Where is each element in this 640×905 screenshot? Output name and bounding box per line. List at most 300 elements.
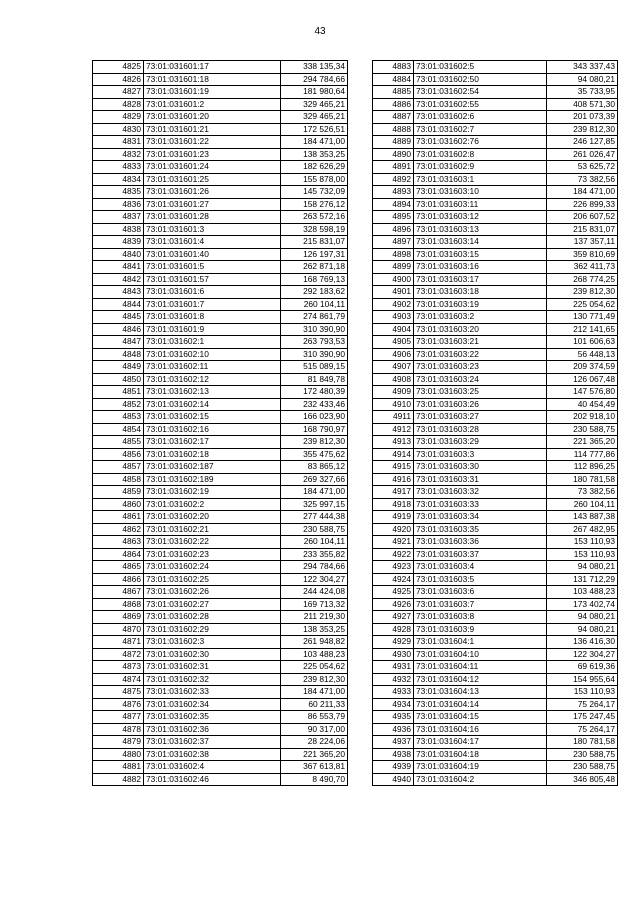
row-number-cell: 4835 bbox=[93, 186, 144, 199]
value-cell: 263 572,16 bbox=[281, 211, 348, 224]
table-row bbox=[93, 511, 348, 524]
row-number-cell: 4867 bbox=[93, 586, 144, 599]
value-cell: 262 871,18 bbox=[281, 261, 348, 274]
row-number-cell: 4919 bbox=[373, 511, 414, 524]
value-cell: 94 080,21 bbox=[547, 611, 618, 624]
row-number-cell: 4859 bbox=[93, 486, 144, 499]
row-number-cell: 4926 bbox=[373, 598, 414, 611]
table-row bbox=[93, 523, 348, 536]
table-row bbox=[373, 573, 618, 586]
table-row bbox=[93, 186, 348, 199]
row-number-cell: 4880 bbox=[93, 748, 144, 761]
row-number-cell: 4883 bbox=[373, 61, 414, 74]
value-cell: 226 899,33 bbox=[547, 198, 618, 211]
cadastral-number-cell: 73:01:031602:1 bbox=[144, 336, 281, 349]
cadastral-number-cell: 73:01:031602:14 bbox=[144, 398, 281, 411]
cadastral-number-cell: 73:01:031601:20 bbox=[144, 111, 281, 124]
row-number-cell: 4927 bbox=[373, 611, 414, 624]
table-row bbox=[93, 561, 348, 574]
row-number-cell: 4925 bbox=[373, 586, 414, 599]
value-cell: 244 424,08 bbox=[281, 586, 348, 599]
cadastral-number-cell: 73:01:031601:9 bbox=[144, 323, 281, 336]
value-cell: 73 382,56 bbox=[547, 173, 618, 186]
value-cell: 126 067,48 bbox=[547, 373, 618, 386]
table-row bbox=[373, 248, 618, 261]
table-row bbox=[373, 723, 618, 736]
row-number-cell: 4895 bbox=[373, 211, 414, 224]
cadastral-number-cell: 73:01:031602:36 bbox=[144, 723, 281, 736]
row-number-cell: 4850 bbox=[93, 373, 144, 386]
table-row bbox=[373, 561, 618, 574]
cadastral-number-cell: 73:01:031603:12 bbox=[414, 211, 547, 224]
table-row bbox=[93, 223, 348, 236]
row-number-cell: 4849 bbox=[93, 361, 144, 374]
value-cell: 230 588,75 bbox=[547, 748, 618, 761]
table-row bbox=[93, 448, 348, 461]
cadastral-number-cell: 73:01:031602:17 bbox=[144, 436, 281, 449]
row-number-cell: 4890 bbox=[373, 148, 414, 161]
row-number-cell: 4910 bbox=[373, 398, 414, 411]
value-cell: 294 784,66 bbox=[281, 561, 348, 574]
value-cell: 180 781,58 bbox=[547, 736, 618, 749]
value-cell: 239 812,30 bbox=[281, 436, 348, 449]
table-row bbox=[93, 286, 348, 299]
row-number-cell: 4864 bbox=[93, 548, 144, 561]
table-row bbox=[93, 361, 348, 374]
row-number-cell: 4916 bbox=[373, 473, 414, 486]
table-row bbox=[93, 323, 348, 336]
row-number-cell: 4918 bbox=[373, 498, 414, 511]
value-cell: 155 878,00 bbox=[281, 173, 348, 186]
value-cell: 269 327,66 bbox=[281, 473, 348, 486]
table-row bbox=[373, 361, 618, 374]
cadastral-number-cell: 73:01:031602:54 bbox=[414, 86, 547, 99]
cadastral-number-cell: 73:01:031601:8 bbox=[144, 311, 281, 324]
value-cell: 294 784,66 bbox=[281, 73, 348, 86]
value-cell: 184 471,00 bbox=[281, 486, 348, 499]
cadastral-number-cell: 73:01:031603:11 bbox=[414, 198, 547, 211]
row-number-cell: 4903 bbox=[373, 311, 414, 324]
cadastral-number-cell: 73:01:031603:23 bbox=[414, 361, 547, 374]
value-cell: 277 444,38 bbox=[281, 511, 348, 524]
value-cell: 173 402,74 bbox=[547, 598, 618, 611]
cadastral-number-cell: 73:01:031603:18 bbox=[414, 286, 547, 299]
table-row bbox=[93, 161, 348, 174]
cadastral-number-cell: 73:01:031601:4 bbox=[144, 236, 281, 249]
cadastral-number-cell: 73:01:031603:10 bbox=[414, 186, 547, 199]
cadastral-number-cell: 73:01:031601:40 bbox=[144, 248, 281, 261]
row-number-cell: 4848 bbox=[93, 348, 144, 361]
cadastral-number-cell: 73:01:031602:11 bbox=[144, 361, 281, 374]
cadastral-number-cell: 73:01:031602:76 bbox=[414, 136, 547, 149]
cadastral-number-cell: 73:01:031603:33 bbox=[414, 498, 547, 511]
cadastral-number-cell: 73:01:031603:4 bbox=[414, 561, 547, 574]
value-cell: 515 089,15 bbox=[281, 361, 348, 374]
table-row bbox=[373, 536, 618, 549]
row-number-cell: 4862 bbox=[93, 523, 144, 536]
row-number-cell: 4917 bbox=[373, 486, 414, 499]
row-number-cell: 4869 bbox=[93, 611, 144, 624]
table-row bbox=[373, 323, 618, 336]
value-cell: 225 054,62 bbox=[547, 298, 618, 311]
row-number-cell: 4825 bbox=[93, 61, 144, 74]
left-table bbox=[92, 60, 348, 786]
value-cell: 94 080,21 bbox=[547, 623, 618, 636]
value-cell: 261 948,82 bbox=[281, 636, 348, 649]
value-cell: 8 490,70 bbox=[281, 773, 348, 786]
value-cell: 182 626,29 bbox=[281, 161, 348, 174]
value-cell: 355 475,62 bbox=[281, 448, 348, 461]
table-row bbox=[373, 336, 618, 349]
row-number-cell: 4931 bbox=[373, 661, 414, 674]
table-row bbox=[373, 198, 618, 211]
cadastral-number-cell: 73:01:031601:17 bbox=[144, 61, 281, 74]
value-cell: 114 777,86 bbox=[547, 448, 618, 461]
table-row bbox=[93, 386, 348, 399]
value-cell: 126 197,31 bbox=[281, 248, 348, 261]
value-cell: 230 588,75 bbox=[547, 423, 618, 436]
cadastral-number-cell: 73:01:031602:8 bbox=[414, 148, 547, 161]
table-row bbox=[93, 373, 348, 386]
row-number-cell: 4893 bbox=[373, 186, 414, 199]
row-number-cell: 4928 bbox=[373, 623, 414, 636]
value-cell: 103 488,23 bbox=[547, 586, 618, 599]
table-row bbox=[93, 711, 348, 724]
row-number-cell: 4861 bbox=[93, 511, 144, 524]
value-cell: 147 576,80 bbox=[547, 386, 618, 399]
row-number-cell: 4888 bbox=[373, 123, 414, 136]
cadastral-number-cell: 73:01:031603:24 bbox=[414, 373, 547, 386]
table-row bbox=[373, 523, 618, 536]
table-row bbox=[373, 398, 618, 411]
row-number-cell: 4905 bbox=[373, 336, 414, 349]
cadastral-number-cell: 73:01:031604:13 bbox=[414, 686, 547, 699]
row-number-cell: 4829 bbox=[93, 111, 144, 124]
row-number-cell: 4897 bbox=[373, 236, 414, 249]
row-number-cell: 4934 bbox=[373, 698, 414, 711]
table-row bbox=[93, 411, 348, 424]
cadastral-number-cell: 73:01:031602:10 bbox=[144, 348, 281, 361]
table-row bbox=[373, 636, 618, 649]
value-cell: 184 471,00 bbox=[547, 186, 618, 199]
table-row bbox=[373, 686, 618, 699]
cadastral-number-cell: 73:01:031602:15 bbox=[144, 411, 281, 424]
table-row bbox=[93, 136, 348, 149]
value-cell: 206 607,52 bbox=[547, 211, 618, 224]
table-row bbox=[373, 386, 618, 399]
value-cell: 408 571,30 bbox=[547, 98, 618, 111]
cadastral-number-cell: 73:01:031603:9 bbox=[414, 623, 547, 636]
row-number-cell: 4845 bbox=[93, 311, 144, 324]
table-row bbox=[93, 548, 348, 561]
value-cell: 215 831,07 bbox=[547, 223, 618, 236]
cadastral-number-cell: 73:01:031604:17 bbox=[414, 736, 547, 749]
cadastral-number-cell: 73:01:031603:29 bbox=[414, 436, 547, 449]
table-row bbox=[93, 211, 348, 224]
table-row bbox=[373, 736, 618, 749]
row-number-cell: 4866 bbox=[93, 573, 144, 586]
cadastral-number-cell: 73:01:031604:14 bbox=[414, 698, 547, 711]
cadastral-number-cell: 73:01:031604:15 bbox=[414, 711, 547, 724]
value-cell: 145 732,09 bbox=[281, 186, 348, 199]
row-number-cell: 4915 bbox=[373, 461, 414, 474]
row-number-cell: 4933 bbox=[373, 686, 414, 699]
cadastral-number-cell: 73:01:031603:3 bbox=[414, 448, 547, 461]
row-number-cell: 4886 bbox=[373, 98, 414, 111]
cadastral-number-cell: 73:01:031603:31 bbox=[414, 473, 547, 486]
cadastral-number-cell: 73:01:031604:19 bbox=[414, 761, 547, 774]
table-row bbox=[373, 673, 618, 686]
value-cell: 343 337,43 bbox=[547, 61, 618, 74]
cadastral-number-cell: 73:01:031601:22 bbox=[144, 136, 281, 149]
value-cell: 310 390,90 bbox=[281, 348, 348, 361]
value-cell: 73 382,56 bbox=[547, 486, 618, 499]
value-cell: 86 553,79 bbox=[281, 711, 348, 724]
cadastral-number-cell: 73:01:031601:7 bbox=[144, 298, 281, 311]
value-cell: 215 831,07 bbox=[281, 236, 348, 249]
row-number-cell: 4865 bbox=[93, 561, 144, 574]
value-cell: 172 526,51 bbox=[281, 123, 348, 136]
row-number-cell: 4920 bbox=[373, 523, 414, 536]
cadastral-number-cell: 73:01:031603:26 bbox=[414, 398, 547, 411]
table-row bbox=[93, 761, 348, 774]
row-number-cell: 4900 bbox=[373, 273, 414, 286]
row-number-cell: 4879 bbox=[93, 736, 144, 749]
cadastral-number-cell: 73:01:031602:20 bbox=[144, 511, 281, 524]
row-number-cell: 4882 bbox=[93, 773, 144, 786]
cadastral-number-cell: 73:01:031604:12 bbox=[414, 673, 547, 686]
value-cell: 137 357,11 bbox=[547, 236, 618, 249]
left-table-body bbox=[93, 61, 348, 786]
row-number-cell: 4929 bbox=[373, 636, 414, 649]
cadastral-number-cell: 73:01:031602:25 bbox=[144, 573, 281, 586]
row-number-cell: 4899 bbox=[373, 261, 414, 274]
row-number-cell: 4889 bbox=[373, 136, 414, 149]
value-cell: 268 774,25 bbox=[547, 273, 618, 286]
row-number-cell: 4904 bbox=[373, 323, 414, 336]
table-row bbox=[373, 548, 618, 561]
row-number-cell: 4875 bbox=[93, 686, 144, 699]
cadastral-number-cell: 73:01:031603:25 bbox=[414, 386, 547, 399]
row-number-cell: 4837 bbox=[93, 211, 144, 224]
row-number-cell: 4891 bbox=[373, 161, 414, 174]
row-number-cell: 4921 bbox=[373, 536, 414, 549]
cadastral-number-cell: 73:01:031603:16 bbox=[414, 261, 547, 274]
cadastral-number-cell: 73:01:031604:16 bbox=[414, 723, 547, 736]
cadastral-number-cell: 73:01:031602:187 bbox=[144, 461, 281, 474]
cadastral-number-cell: 73:01:031603:32 bbox=[414, 486, 547, 499]
table-row bbox=[93, 611, 348, 624]
row-number-cell: 4854 bbox=[93, 423, 144, 436]
cadastral-number-cell: 73:01:031603:35 bbox=[414, 523, 547, 536]
row-number-cell: 4924 bbox=[373, 573, 414, 586]
row-number-cell: 4936 bbox=[373, 723, 414, 736]
row-number-cell: 4843 bbox=[93, 286, 144, 299]
value-cell: 325 997,15 bbox=[281, 498, 348, 511]
row-number-cell: 4907 bbox=[373, 361, 414, 374]
row-number-cell: 4842 bbox=[93, 273, 144, 286]
value-cell: 346 805,48 bbox=[547, 773, 618, 786]
table-row bbox=[93, 298, 348, 311]
cadastral-number-cell: 73:01:031602:9 bbox=[414, 161, 547, 174]
value-cell: 175 247,45 bbox=[547, 711, 618, 724]
table-row bbox=[93, 236, 348, 249]
table-row bbox=[93, 536, 348, 549]
value-cell: 136 416,30 bbox=[547, 636, 618, 649]
value-cell: 261 026,47 bbox=[547, 148, 618, 161]
row-number-cell: 4826 bbox=[93, 73, 144, 86]
cadastral-number-cell: 73:01:031602:46 bbox=[144, 773, 281, 786]
cadastral-number-cell: 73:01:031601:19 bbox=[144, 86, 281, 99]
cadastral-number-cell: 73:01:031603:22 bbox=[414, 348, 547, 361]
cadastral-number-cell: 73:01:031602:33 bbox=[144, 686, 281, 699]
right-table bbox=[372, 60, 618, 786]
row-number-cell: 4909 bbox=[373, 386, 414, 399]
value-cell: 359 810,69 bbox=[547, 248, 618, 261]
table-row bbox=[373, 423, 618, 436]
row-number-cell: 4853 bbox=[93, 411, 144, 424]
cadastral-number-cell: 73:01:031602:21 bbox=[144, 523, 281, 536]
value-cell: 94 080,21 bbox=[547, 73, 618, 86]
cadastral-number-cell: 73:01:031604:2 bbox=[414, 773, 547, 786]
cadastral-number-cell: 73:01:031602:38 bbox=[144, 748, 281, 761]
row-number-cell: 4870 bbox=[93, 623, 144, 636]
cadastral-number-cell: 73:01:031602:19 bbox=[144, 486, 281, 499]
value-cell: 202 918,10 bbox=[547, 411, 618, 424]
table-row bbox=[373, 161, 618, 174]
value-cell: 338 135,34 bbox=[281, 61, 348, 74]
cadastral-number-cell: 73:01:031603:17 bbox=[414, 273, 547, 286]
value-cell: 310 390,90 bbox=[281, 323, 348, 336]
table-row bbox=[93, 61, 348, 74]
value-cell: 101 606,63 bbox=[547, 336, 618, 349]
value-cell: 60 211,33 bbox=[281, 698, 348, 711]
row-number-cell: 4834 bbox=[93, 173, 144, 186]
cadastral-number-cell: 73:01:031602:30 bbox=[144, 648, 281, 661]
table-row bbox=[93, 773, 348, 786]
row-number-cell: 4894 bbox=[373, 198, 414, 211]
table-row bbox=[93, 311, 348, 324]
table-row bbox=[93, 598, 348, 611]
cadastral-number-cell: 73:01:031602:13 bbox=[144, 386, 281, 399]
cadastral-number-cell: 73:01:031602:50 bbox=[414, 73, 547, 86]
cadastral-number-cell: 73:01:031601:25 bbox=[144, 173, 281, 186]
cadastral-number-cell: 73:01:031601:57 bbox=[144, 273, 281, 286]
row-number-cell: 4881 bbox=[93, 761, 144, 774]
row-number-cell: 4856 bbox=[93, 448, 144, 461]
cadastral-number-cell: 73:01:031602:7 bbox=[414, 123, 547, 136]
cadastral-number-cell: 73:01:031603:14 bbox=[414, 236, 547, 249]
table-row bbox=[373, 61, 618, 74]
row-number-cell: 4939 bbox=[373, 761, 414, 774]
value-cell: 143 887,38 bbox=[547, 511, 618, 524]
table-row bbox=[93, 173, 348, 186]
table-row bbox=[373, 648, 618, 661]
table-row bbox=[373, 448, 618, 461]
row-number-cell: 4873 bbox=[93, 661, 144, 674]
cadastral-number-cell: 73:01:031602:34 bbox=[144, 698, 281, 711]
row-number-cell: 4913 bbox=[373, 436, 414, 449]
value-cell: 225 054,62 bbox=[281, 661, 348, 674]
table-row bbox=[93, 673, 348, 686]
cadastral-number-cell: 73:01:031602:35 bbox=[144, 711, 281, 724]
value-cell: 263 793,53 bbox=[281, 336, 348, 349]
row-number-cell: 4872 bbox=[93, 648, 144, 661]
value-cell: 138 353,25 bbox=[281, 148, 348, 161]
value-cell: 267 482,95 bbox=[547, 523, 618, 536]
table-row bbox=[93, 436, 348, 449]
row-number-cell: 4833 bbox=[93, 161, 144, 174]
value-cell: 239 812,30 bbox=[547, 123, 618, 136]
row-number-cell: 4922 bbox=[373, 548, 414, 561]
table-row bbox=[373, 411, 618, 424]
cadastral-number-cell: 73:01:031601:23 bbox=[144, 148, 281, 161]
value-cell: 122 304,27 bbox=[281, 573, 348, 586]
cadastral-number-cell: 73:01:031603:6 bbox=[414, 586, 547, 599]
table-row bbox=[373, 298, 618, 311]
row-number-cell: 4896 bbox=[373, 223, 414, 236]
row-number-cell: 4908 bbox=[373, 373, 414, 386]
cadastral-number-cell: 73:01:031602:189 bbox=[144, 473, 281, 486]
row-number-cell: 4830 bbox=[93, 123, 144, 136]
value-cell: 153 110,93 bbox=[547, 686, 618, 699]
cadastral-number-cell: 73:01:031604:10 bbox=[414, 648, 547, 661]
table-row bbox=[93, 111, 348, 124]
value-cell: 172 480,39 bbox=[281, 386, 348, 399]
cadastral-number-cell: 73:01:031602:4 bbox=[144, 761, 281, 774]
value-cell: 274 861,79 bbox=[281, 311, 348, 324]
table-row bbox=[373, 711, 618, 724]
cadastral-number-cell: 73:01:031601:3 bbox=[144, 223, 281, 236]
value-cell: 230 588,75 bbox=[547, 761, 618, 774]
table-row bbox=[373, 348, 618, 361]
row-number-cell: 4839 bbox=[93, 236, 144, 249]
cadastral-number-cell: 73:01:031602:6 bbox=[414, 111, 547, 124]
row-number-cell: 4930 bbox=[373, 648, 414, 661]
table-row bbox=[93, 636, 348, 649]
row-number-cell: 4847 bbox=[93, 336, 144, 349]
cadastral-number-cell: 73:01:031602:29 bbox=[144, 623, 281, 636]
value-cell: 168 769,13 bbox=[281, 273, 348, 286]
table-row bbox=[93, 573, 348, 586]
row-number-cell: 4840 bbox=[93, 248, 144, 261]
right-table-body bbox=[373, 61, 618, 786]
row-number-cell: 4857 bbox=[93, 461, 144, 474]
table-row bbox=[93, 348, 348, 361]
value-cell: 211 219,30 bbox=[281, 611, 348, 624]
value-cell: 239 812,30 bbox=[281, 673, 348, 686]
table-row bbox=[373, 136, 618, 149]
table-row bbox=[93, 748, 348, 761]
table-row bbox=[373, 273, 618, 286]
table-row bbox=[373, 498, 618, 511]
table-row bbox=[373, 86, 618, 99]
row-number-cell: 4892 bbox=[373, 173, 414, 186]
cadastral-number-cell: 73:01:031603:30 bbox=[414, 461, 547, 474]
value-cell: 154 955,64 bbox=[547, 673, 618, 686]
table-row bbox=[93, 586, 348, 599]
cadastral-number-cell: 73:01:031602:16 bbox=[144, 423, 281, 436]
value-cell: 230 588,75 bbox=[281, 523, 348, 536]
value-cell: 138 353,25 bbox=[281, 623, 348, 636]
table-row bbox=[93, 73, 348, 86]
table-row bbox=[93, 723, 348, 736]
row-number-cell: 4932 bbox=[373, 673, 414, 686]
value-cell: 260 104,11 bbox=[281, 298, 348, 311]
value-cell: 90 317,00 bbox=[281, 723, 348, 736]
value-cell: 180 781,58 bbox=[547, 473, 618, 486]
table-row bbox=[93, 473, 348, 486]
